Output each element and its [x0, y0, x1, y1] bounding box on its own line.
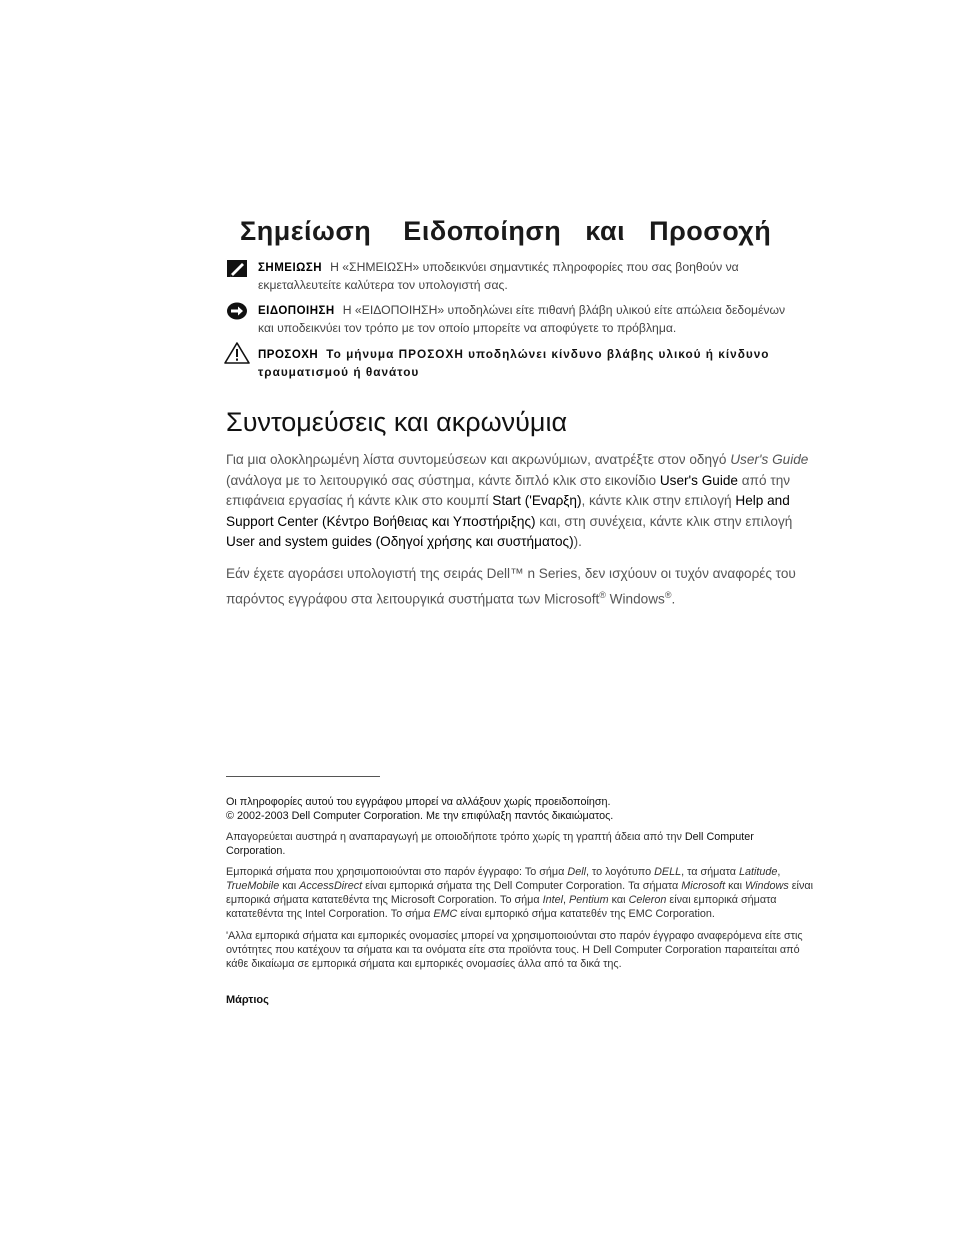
tm-intel: Intel	[542, 894, 564, 906]
tm-microsoft: Microsoft	[681, 880, 726, 892]
start-button-ref: Start ('Εναρξη)	[492, 493, 582, 508]
tm-text: , τα σήματα	[681, 866, 739, 878]
tm-text: είναι εμπορικά σήματα κατατεθέντα της Intel Corporation. Το σήμα	[226, 894, 777, 920]
reproduction-end: .	[282, 845, 286, 857]
info-change-line: Οι πληροφορίες αυτού του εγγράφου μπορεί να αλλάξουν χωρίς προειδοποίηση.	[226, 796, 611, 808]
dell-corporation-name: Dell Computer Corporation	[226, 831, 754, 857]
para1-text-3: από την επιφάνεια εργασίας ή κάντε κλικ στο κουμπί	[226, 472, 791, 508]
reproduction-text: Απαγορεύεται αυστηρά η αναπαραγωγή με οποιοδήποτε τρόπο χωρίς τη γραπτή άδεια από την	[226, 831, 685, 843]
tm-accessdirect: AccessDirect	[299, 880, 363, 892]
registered-mark: ®	[599, 589, 606, 600]
para1-text-1: Για μια ολοκληρωμένη λίστα συντομεύσεων και ακρωνύμιων, ανατρέξτε στον οδηγό	[226, 452, 731, 467]
tm-text: ,	[777, 866, 781, 878]
para2-text-3: .	[671, 591, 676, 607]
heading-notes-notices-cautions: Σημείωση Ειδοποίηση και Προσοχή	[240, 216, 772, 246]
n-series-paragraph	[226, 564, 816, 610]
para1-text-6: ).	[573, 534, 582, 549]
para2-text-1: Εάν έχετε αγοράσει υπολογιστή της σειράς Dell™ n Series, δεν ισχύουν οι τυχόν αναφορές του παρόντος εγγράφου στα λειτουργικά συστήματα των Microsoft	[226, 566, 796, 607]
copyright-line: © 2002-2003 Dell Computer Corporation. Με την επιφύλαξη παντός δικαιώματος.	[226, 810, 614, 822]
tm-text: είναι εμπορικά σήματα κατατεθέντα της Microsoft Corporation. Το σήμα	[226, 880, 813, 906]
tm-text: είναι εμπορικά σήματα της Dell Computer Corporation. Τα σήματα	[362, 880, 682, 892]
notice-text: Η «ΕΙΔΟΠΟΙΗΣΗ» υποδηλώνει είτε πιθανή βλάβη υλικού είτε απώλεια δεδομένων και υποδεικνύει τον τρόπο με τον οποίο μπορείτε να αποφύγετε το πρόβλημα.	[258, 303, 786, 335]
reproduction-notice	[226, 830, 816, 858]
tm-text: και	[279, 880, 300, 892]
users-guide-icon-ref: User's Guide	[659, 472, 738, 488]
tm-latitude: Latitude	[738, 866, 778, 878]
para2-text-2: Windows	[605, 591, 665, 607]
tm-text: είναι εμπορικό σήμα κατατεθέν της EMC Corporation.	[457, 908, 715, 920]
tm-emc: EMC	[433, 908, 458, 920]
abbreviations-paragraph	[226, 450, 816, 553]
notice-arrow-icon	[226, 302, 248, 322]
para1-text-5: και, στη συνέχεια, κάντε κλικ στην επιλογή	[535, 513, 793, 529]
footnote-divider	[226, 776, 380, 777]
user-system-guides-ref: User and system guides (Οδηγοί χρήσης και συστήματος)	[226, 534, 574, 549]
warning-triangle-icon	[224, 342, 250, 364]
tm-dell: Dell	[567, 866, 586, 878]
other-trademarks-notice: 'Αλλα εμπορικά σήματα και εμπορικές ονομασίες μπορεί να χρησιμοποιούνται στο παρόν έγγραφο αναφερόμενα είτε στις οντότητες που κατέχουν τα σήματα και τα ονόματα είτε στα προϊόντα τους. Η Dell Computer Corporation παραιτείται από κάθε δικαίωμα σε εμπορικά σήματα και εμπορικές ονομασίες άλλα από τα δικά της.	[226, 930, 803, 970]
note-label: ΣΗΜΕΙΩΣΗ	[258, 262, 323, 274]
notice-label: ΕΙΔΟΠΟΙΗΣΗ	[258, 305, 335, 317]
heading-abbreviations: Συντομεύσεις και ακρωνύμια	[226, 407, 568, 437]
tm-text: Εμπορικά σήματα που χρησιμοποιούνται στο παρόν έγγραφο: Το σήμα	[226, 866, 568, 878]
publication-month: Μάρτιος	[226, 994, 269, 1006]
tm-truemobile: TrueMobile	[226, 880, 280, 892]
caution-text: Το μήνυμα ΠΡΟΣΟΧΗ υποδηλώνει κίνδυνο βλάβης υλικού ή κίνδυνο τραυματισμού ή θανάτου	[258, 347, 770, 379]
info-change-notice	[226, 795, 816, 823]
tm-celeron: Celeron	[628, 894, 667, 906]
para1-text-2: (ανάλογα με το λειτουργικό σας σύστημα, κάντε διπλό κλικ στο εικονίδιο	[226, 472, 660, 488]
tm-dell-logo: DELL	[654, 866, 682, 878]
tm-text: ,	[563, 894, 570, 906]
tm-text: και	[725, 880, 746, 892]
pencil-note-icon	[226, 259, 248, 279]
note-text: Η «ΣΗΜΕΙΩΣΗ» υποδεικνύει σημαντικές πληροφορίες που σας βοηθούν να εκμεταλλευτείτε καλύτερα τον υπολογιστή σας.	[258, 260, 739, 292]
help-support-center-ref: Help and Support Center (Κέντρο Βοήθειας και Υποστήριξης)	[226, 493, 790, 529]
users-guide-title: User's Guide	[730, 452, 809, 467]
registered-mark: ®	[664, 589, 672, 600]
tm-text: , το λογότυπο	[586, 866, 655, 878]
tm-pentium: Pentium	[569, 894, 609, 906]
caution-label: ΠΡΟΣΟΧΗ	[258, 349, 319, 361]
tm-text: και	[608, 894, 629, 906]
trademarks-notice	[226, 865, 816, 921]
tm-windows: Windows	[745, 880, 789, 892]
para1-text-4: , κάντε κλικ στην επιλογή	[581, 493, 736, 508]
